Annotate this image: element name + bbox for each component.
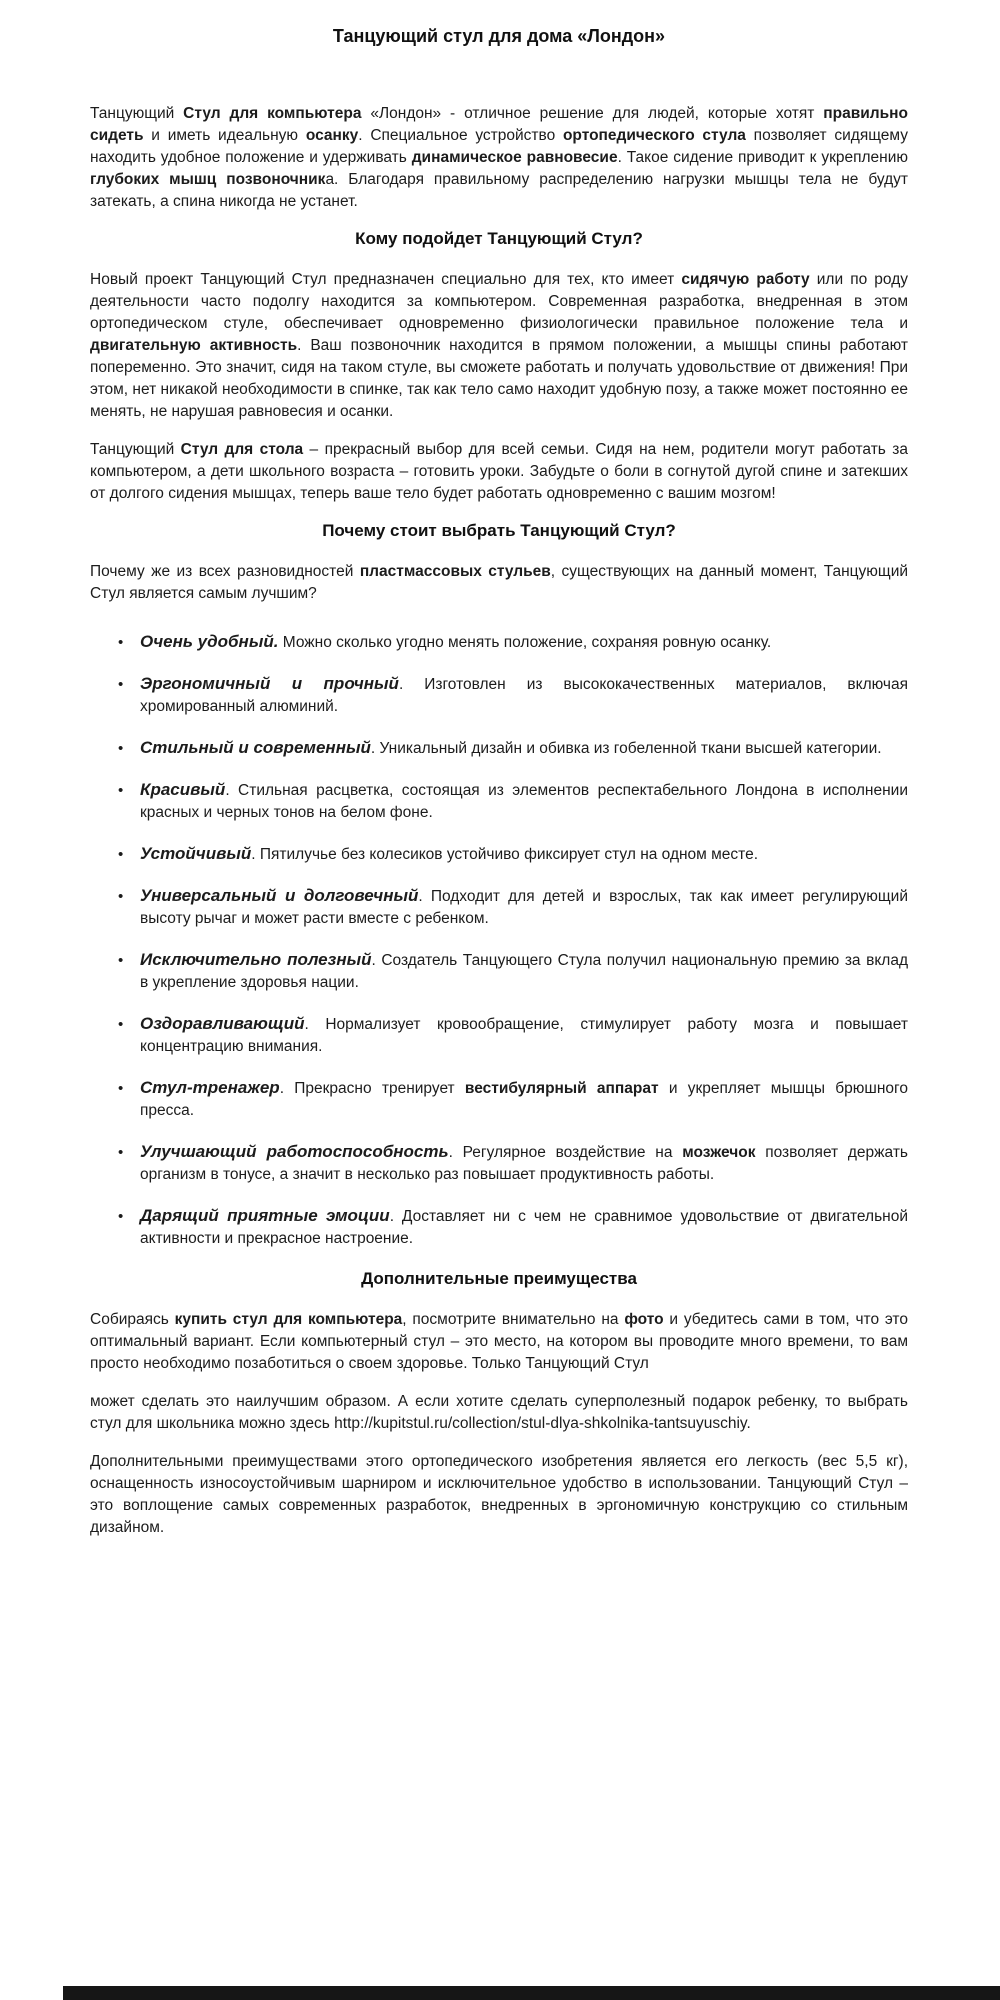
extra-paragraph-1: Собираясь купить стул для компьютера, посмотрите внимательно на фото и убедитесь сами в том, что это оптимальный вариант. Если компьютерный стул – это место, на котором вы проводите много времени, то вам просто необходимо позаботиться о своем здоровье. Только Танцующий Стул [90, 1311, 908, 1372]
who-paragraph-2: Танцующий Стул для стола – прекрасный выбор для всей семьи. Сидя на нем, родители могут работать за компьютером, а дети школьного возраста – готовить уроки. Забудьте о боли в согнутой дугой спине и затекших от долгого сидения мышцах, теперь ваше тело будет работать одновременно с вашим мозгом! [90, 441, 908, 502]
benefit-item-trainer: • Стул-тренажер. Прекрасно тренирует вестибулярный аппарат и укрепляет мышцы брюшного пресса. [116, 1077, 908, 1122]
benefits-list [116, 631, 908, 1250]
doc-title: Танцующий стул для дома «Лондон» [332, 26, 666, 46]
benefit-item-ergonomic: • Эргономичный и прочный. Изготовлен из высококачественных материалов, включая хромированный алюминий. [116, 673, 908, 718]
heading-extra-advantages: Дополнительные преимущества [361, 1269, 637, 1288]
benefit-item-stylish: • Стильный и современный. Уникальный дизайн и обивка из гобеленной ткани высшей категории. [116, 737, 908, 760]
benefit-item-healing: • Оздоравливающий. Нормализует кровообращение, стимулирует работу мозга и повышает концентрацию внимания. [116, 1013, 908, 1058]
heading-who-suits: Кому подойдет Танцующий Стул? [355, 229, 643, 248]
heading-why-choose: Почему стоит выбрать Танцующий Стул? [322, 521, 676, 540]
photo-top-edge [63, 1986, 1000, 2000]
extra-paragraph-2: может сделать это наилучшим образом. А если хотите сделать суперполезный подарок ребенку, то выбрать стул для школьника можно здесь http://kupitstul.ru/collection/stul-dlya-shkolnika-tantsuyuschiy. [90, 1393, 908, 1432]
benefit-item-emotions: • Дарящий приятные эмоции. Доставляет ни с чем не сравнимое удовольствие от двигательной активности и прекрасное настроение. [116, 1205, 908, 1250]
benefit-item-productivity: • Улучшающий работоспособность. Регулярное воздействие на мозжечок позволяет держать организм в тонусе, а значит в несколько раз повышает продуктивность работы. [116, 1141, 908, 1186]
product-link[interactable]: http://kupitstul.ru/collection/stul-dlya-shkolnika-tantsuyuschiy [334, 1415, 747, 1432]
benefit-item-stable: • Устойчивый. Пятилучье без колесиков устойчиво фиксирует стул на одном месте. [116, 843, 908, 866]
extra-paragraph-3: Дополнительными преимуществами этого ортопедического изобретения является его легкость (вес 5,5 кг), оснащенность износоустойчивым шарниром и исключительное удобство в использовании. Танцующий Стул – это воплощение самых современных разработок, внедренных в эргономичную конструкцию со стильным дизайном. [90, 1453, 908, 1536]
who-paragraph-1: Новый проект Танцующий Стул предназначен специально для тех, кто имеет сидячую работу или по роду деятельности часто подолгу находится за компьютером. Современная разработка, внедренная в этом ортопедическом стуле, обеспечивает одновременно физиологически правильное положение тела и двигательную активность. Ваш позвоночник находится в прямом положении, а мышцы спины работают попеременно. Это значит, сидя на таком стуле, вы сможете работать и получать удовольствие от движения! При этом, нет никакой необходимости в спинке, так как тело само находит удобную позу, а также может постоянно ее менять, не нарушая равновесия и осанки. [90, 271, 908, 420]
benefit-item-useful: • Исключительно полезный. Создатель Танцующего Стула получил национальную премию за вклад в укрепление здоровья нации. [116, 949, 908, 994]
benefit-item-universal: • Универсальный и долговечный. Подходит для детей и взрослых, так как имеет регулирующий высоту рычаг и может расти вместе с ребенком. [116, 885, 908, 930]
intro-paragraph: Танцующий Стул для компьютера «Лондон» - отличное решение для людей, которые хотят правильно сидеть и иметь идеальную осанку. Специальное устройство ортопедического стула позволяет сидящему находить удобное положение и удерживать динамическое равновесие. Такое сидение приводит к укреплению глубоких мышц позвоночника. Благодаря правильному распределению нагрузки мышцы тела не будут затекать, а спина никогда не устанет. [90, 105, 908, 210]
benefit-item-comfortable: • Очень удобный. Можно сколько угодно менять положение, сохраняя ровную осанку. [116, 631, 908, 654]
benefit-item-beautiful: • Красивый. Стильная расцветка, состоящая из элементов респектабельного Лондона в исполнении красных и черных тонов на белом фоне. [116, 779, 908, 824]
why-paragraph: Почему же из всех разновидностей пластмассовых стульев, существующих на данный момент, Танцующий Стул является самым лучшим? [90, 563, 909, 602]
